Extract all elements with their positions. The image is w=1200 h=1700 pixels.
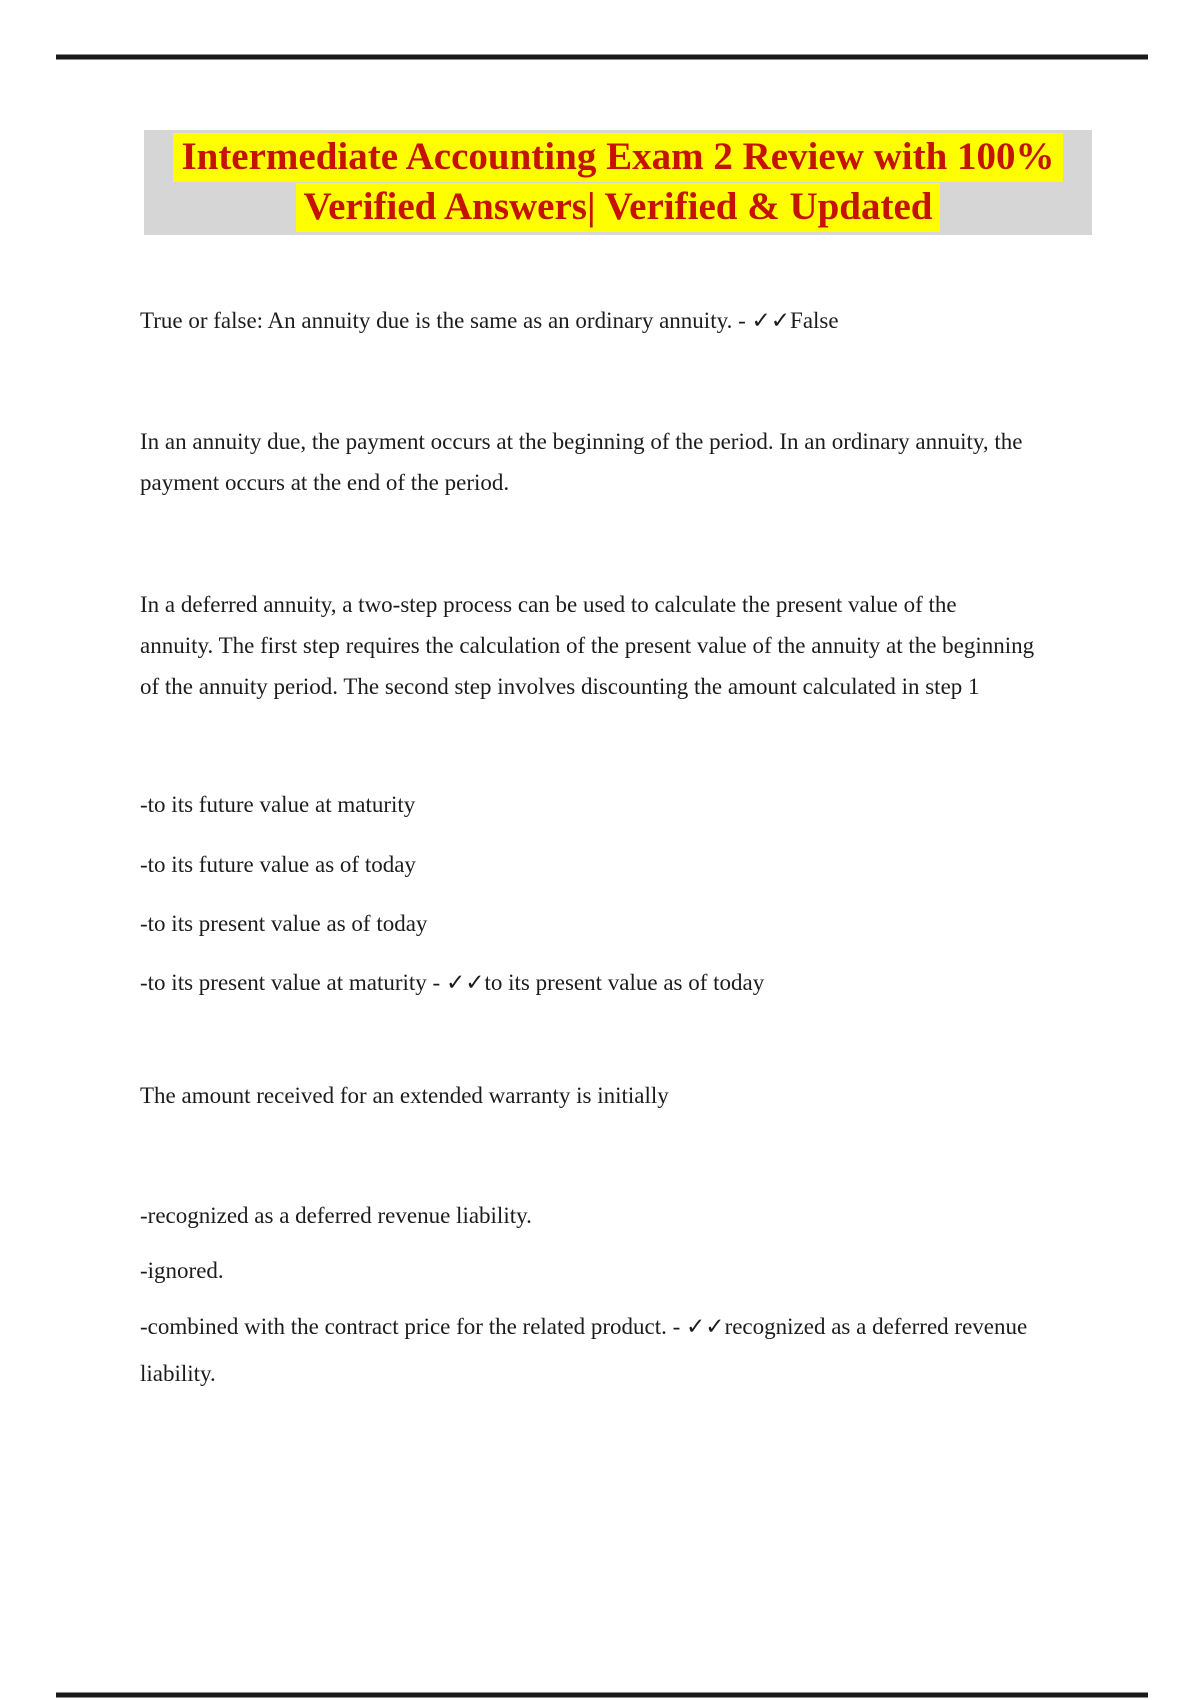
paragraph-line: -to its future value as of today — [140, 852, 416, 877]
question-deferred-annuity — [140, 584, 1100, 707]
option-ignored — [140, 1250, 1100, 1291]
option-combined-answer — [140, 1303, 1100, 1397]
paragraph-line: The amount received for an extended warranty is initially — [140, 1083, 669, 1108]
paragraph-line: annuity. The first step requires the calculation of the present value of the annuity at the beginning — [140, 633, 1035, 658]
paragraph-line: payment occurs at the end of the period. — [140, 470, 510, 495]
title-line-1 — [144, 132, 1092, 182]
paragraph-line: -to its future value at maturity — [140, 792, 416, 817]
paragraph-line: -recognized as a deferred revenue liability. — [140, 1203, 532, 1228]
bottom-rule — [56, 1692, 1148, 1698]
paragraph-line: -combined with the contract price for the related product. - ✓✓recognized as a deferred revenue — [140, 1314, 1028, 1339]
title-highlight-2: Verified Answers| Verified & Updated — [296, 183, 941, 232]
paragraph-line: -to its present value as of today — [140, 911, 428, 936]
option-present-value-maturity-answer — [140, 962, 1100, 1003]
title-highlight-1: Intermediate Accounting Exam 2 Review with 100% — [173, 133, 1062, 182]
explanation-annuity-due — [140, 421, 1100, 503]
paragraph-line: -to its present value at maturity - ✓✓to its present value as of today — [140, 970, 765, 995]
title-line-2 — [144, 182, 1092, 232]
option-future-value-maturity — [140, 784, 1100, 825]
option-deferred-revenue-liability — [140, 1195, 1100, 1236]
paragraph-line: -ignored. — [140, 1258, 224, 1283]
question-extended-warranty — [140, 1075, 1100, 1116]
paragraph-line: In a deferred annuity, a two-step process can be used to calculate the present value of the — [140, 592, 957, 617]
question-true-false — [140, 300, 1100, 341]
top-rule — [56, 54, 1148, 60]
option-future-value-today — [140, 844, 1100, 885]
paragraph-line: of the annuity period. The second step involves discounting the amount calculated in step 1 — [140, 674, 980, 699]
paragraph-line: liability. — [140, 1361, 216, 1386]
paragraph-line: In an annuity due, the payment occurs at the beginning of the period. In an ordinary annuity, the — [140, 429, 1023, 454]
option-present-value-today — [140, 903, 1100, 944]
paragraph-line: True or false: An annuity due is the same as an ordinary annuity. - ✓✓False — [140, 308, 839, 333]
exam-title-block — [144, 130, 1092, 235]
